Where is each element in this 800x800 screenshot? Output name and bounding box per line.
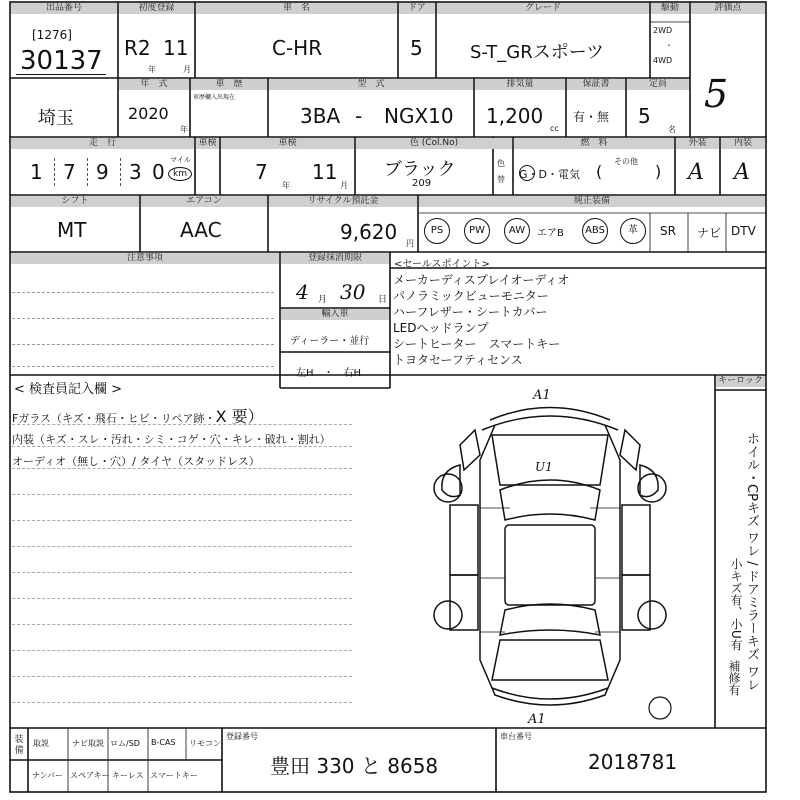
inspector-line [12, 650, 352, 651]
drive-4wd: 4WD [653, 56, 673, 65]
mileage-digits [10, 150, 196, 190]
sales-point-item: メーカーディスプレイオーディオ [393, 273, 570, 287]
displacement-unit: cc [550, 124, 559, 133]
inspector-heading: < 検査員記入欄 > [14, 382, 123, 397]
header-history: 車 歴 [191, 79, 267, 90]
drive-2wd: 2WD [653, 26, 673, 35]
mileage-digit: 1 [30, 160, 43, 184]
fuel-paren-close: ) [655, 162, 662, 181]
equipment-circles [424, 218, 654, 246]
mileage-digit: 0 [152, 160, 165, 184]
fuel-selected-circle [519, 165, 535, 181]
drive-dot: ・ [665, 41, 673, 50]
header-deadline: 登録抹消期限 [281, 253, 389, 264]
chassis-number: 2018781 [588, 750, 678, 774]
color-mark: 色 [497, 159, 505, 168]
car-damage-diagram [420, 390, 680, 725]
header-fuel: 燃 料 [514, 138, 674, 149]
header-chassis: 車台番号 [500, 732, 532, 741]
inspector-glass-mark: X 要） [215, 407, 264, 426]
header-aircon: エアコン [141, 196, 267, 207]
first-reg-year-unit: 年 [180, 125, 188, 134]
shift-value: MT [57, 218, 87, 242]
first-reg-year: 2020 [128, 104, 169, 123]
side-note-repair: 補修有 [727, 660, 741, 696]
capacity: 5 [638, 104, 651, 128]
lot-area-code: [1276] [32, 28, 72, 42]
vehicle-name: C-HR [272, 36, 323, 60]
inspector-line [12, 520, 352, 521]
footer-cell: ロム/SD [110, 739, 140, 748]
equip-sr: SR [660, 224, 676, 238]
header-equipment: 純正装備 [419, 196, 765, 207]
vehicle-grade: S-T_GRスポーツ [470, 42, 604, 63]
inspector-line [12, 702, 352, 703]
recycle-unit: 円 [406, 239, 414, 248]
header-rating: 評価点 [691, 3, 765, 14]
import-dealer: ディーラー・並行 [290, 336, 370, 347]
mileage-digit: 3 [129, 160, 142, 184]
mileage-unit-mile: マイル [170, 156, 191, 164]
model-prefix: 3BA [300, 104, 341, 128]
displacement: 1,200 [486, 104, 544, 128]
vehicle-doors: 5 [410, 36, 423, 60]
deadline-month-unit: 月 [318, 295, 328, 305]
sales-point-item: シートヒーター スマートキー [393, 337, 561, 351]
color-no: 209 [412, 178, 432, 189]
deadline-day: 30 [340, 280, 366, 304]
header-displacement: 排気量 [475, 79, 565, 90]
inspector-line [12, 424, 352, 425]
header-grade: グレード [437, 3, 649, 14]
fuel-paren-open: ( [596, 162, 603, 181]
capacity-unit: 名 [668, 125, 676, 134]
header-inspection-flag: 車検 [196, 138, 219, 149]
equip-dtv: DTV [731, 224, 756, 238]
lot-underline [16, 74, 106, 75]
equip-leather: 革 [620, 218, 646, 244]
header-mileage: 走 行 [11, 138, 194, 149]
header-shift: シフト [11, 196, 139, 207]
inspector-line [12, 494, 352, 495]
header-lot-no: 出品番号 [11, 3, 117, 14]
color-name: ブラック [384, 159, 456, 180]
notes-line [12, 366, 274, 367]
equip-abs: ABS [582, 218, 608, 244]
first-reg-tsuki: 月 [183, 65, 191, 74]
fuel-options: G・D・電気 [519, 168, 580, 181]
header-sales-points: <セールスポイント> [394, 259, 490, 270]
first-reg-nen: 年 [148, 65, 156, 74]
warranty: 有・無 [573, 110, 610, 124]
deadline-day-unit: 日 [378, 295, 388, 305]
header-doors: ドア [399, 3, 435, 14]
header-notes: 注意事項 [11, 253, 279, 264]
footer-cell: リモコン [189, 739, 221, 748]
inspector-line [12, 446, 352, 447]
footer-cell: B-CAS [151, 738, 176, 747]
header-exterior: 外装 [676, 138, 719, 149]
footer-cell: キーレス [112, 771, 144, 780]
damage-mark-front: A1 [533, 388, 551, 403]
lot-region: 埼玉 [38, 108, 74, 129]
footer-cell: ナビ取説 [72, 739, 104, 748]
inspector-line [12, 624, 352, 625]
inspection-month-unit: 月 [340, 181, 348, 190]
mileage-unit-km: km [168, 167, 192, 181]
inspection-year: 7 [255, 160, 268, 184]
inspector-line [12, 676, 352, 677]
side-note-main: ホイル・CPキズ ワレ / ドアミラーキズ ワレ [744, 432, 759, 691]
inspector-line [12, 468, 352, 469]
side-note-minor: 小キズ有、小U有 [729, 558, 743, 651]
model-code: NGX10 [384, 104, 454, 128]
header-drive: 駆動 [651, 3, 689, 14]
header-capacity: 定員 [627, 79, 689, 90]
interior-grade: A [734, 160, 750, 185]
exterior-grade: A [688, 160, 704, 185]
sales-point-item: パノラミックビューモニター [393, 289, 549, 303]
inspector-glass-text: Fガラス（キズ・飛石・ヒビ・リペア跡・ [12, 412, 216, 425]
rating-value: 5 [704, 72, 729, 116]
notes-line [12, 344, 274, 345]
import-handle: 左H ・ 右H [296, 368, 362, 379]
header-year: 年 式 [119, 79, 189, 90]
footer-cell: スマートキー [150, 771, 198, 780]
damage-mark-rear: A1 [528, 712, 546, 727]
header-plate: 登録番号 [226, 732, 258, 741]
equip-ps: PS [424, 218, 450, 244]
lot-number: 30137 [20, 46, 103, 76]
header-first-reg: 初度登録 [119, 3, 194, 14]
model-dash: - [355, 104, 363, 128]
inspector-line [12, 598, 352, 599]
plate-number: 豊田 330 と 8658 [270, 754, 439, 778]
inspector-line [12, 546, 352, 547]
header-model-name: 車 名 [196, 3, 397, 14]
color-change: 替 [497, 175, 505, 184]
fuel-other: その他 [614, 157, 638, 166]
sales-point-item: ハーフレザー・シートカバー [393, 305, 548, 319]
inspection-month: 11 [312, 160, 338, 184]
equip-pw: PW [464, 218, 490, 244]
aircon-value: AAC [180, 218, 222, 242]
header-import: 輸入車 [281, 309, 389, 320]
mileage-digit: 9 [96, 160, 109, 184]
recycle-value: 9,620 [340, 220, 398, 244]
inspection-year-unit: 年 [282, 181, 290, 190]
mileage-digit: 7 [63, 160, 76, 184]
sales-point-item: トヨタセーフティセンス [393, 353, 523, 367]
damage-mark-windshield: U1 [535, 460, 553, 474]
header-interior: 内装 [721, 138, 765, 149]
header-key: キーロック [716, 376, 765, 387]
header-model-type: 型 式 [269, 79, 473, 90]
deadline-month: 4 [296, 280, 309, 304]
footer-cell: スペアキー [70, 771, 110, 780]
notes-line [12, 318, 274, 319]
header-recycle: リサイクル預託金 [269, 196, 417, 207]
equip-navi: ナビ [697, 226, 722, 240]
sales-points [393, 272, 569, 368]
inspector-line [12, 572, 352, 573]
header-inspection: 車検 [221, 138, 354, 149]
first-reg-month: 11 [163, 36, 189, 60]
notes-line [12, 292, 274, 293]
equip-airbag: エアB [537, 228, 564, 239]
inspector-line-3: オーディオ（無し・穴）/ タイヤ（スタッドレス） [12, 455, 260, 468]
equip-aw: AW [504, 218, 530, 244]
header-color: 色 (Col.No) [356, 138, 512, 149]
footer-cell: 取説 [33, 739, 49, 748]
footer-equip-label: 装備 [14, 735, 24, 756]
footer-cell: ナンバー [32, 771, 64, 780]
history-note: 車歴欄入出現在 [193, 94, 236, 101]
first-reg-era: R2 [124, 36, 151, 60]
sales-point-item: LEDヘッドランプ [393, 321, 489, 335]
inspector-line-2: 内装（キズ・スレ・汚れ・シミ・コゲ・穴・キレ・破れ・割れ） [12, 433, 331, 446]
header-warranty: 保証書 [567, 79, 625, 90]
